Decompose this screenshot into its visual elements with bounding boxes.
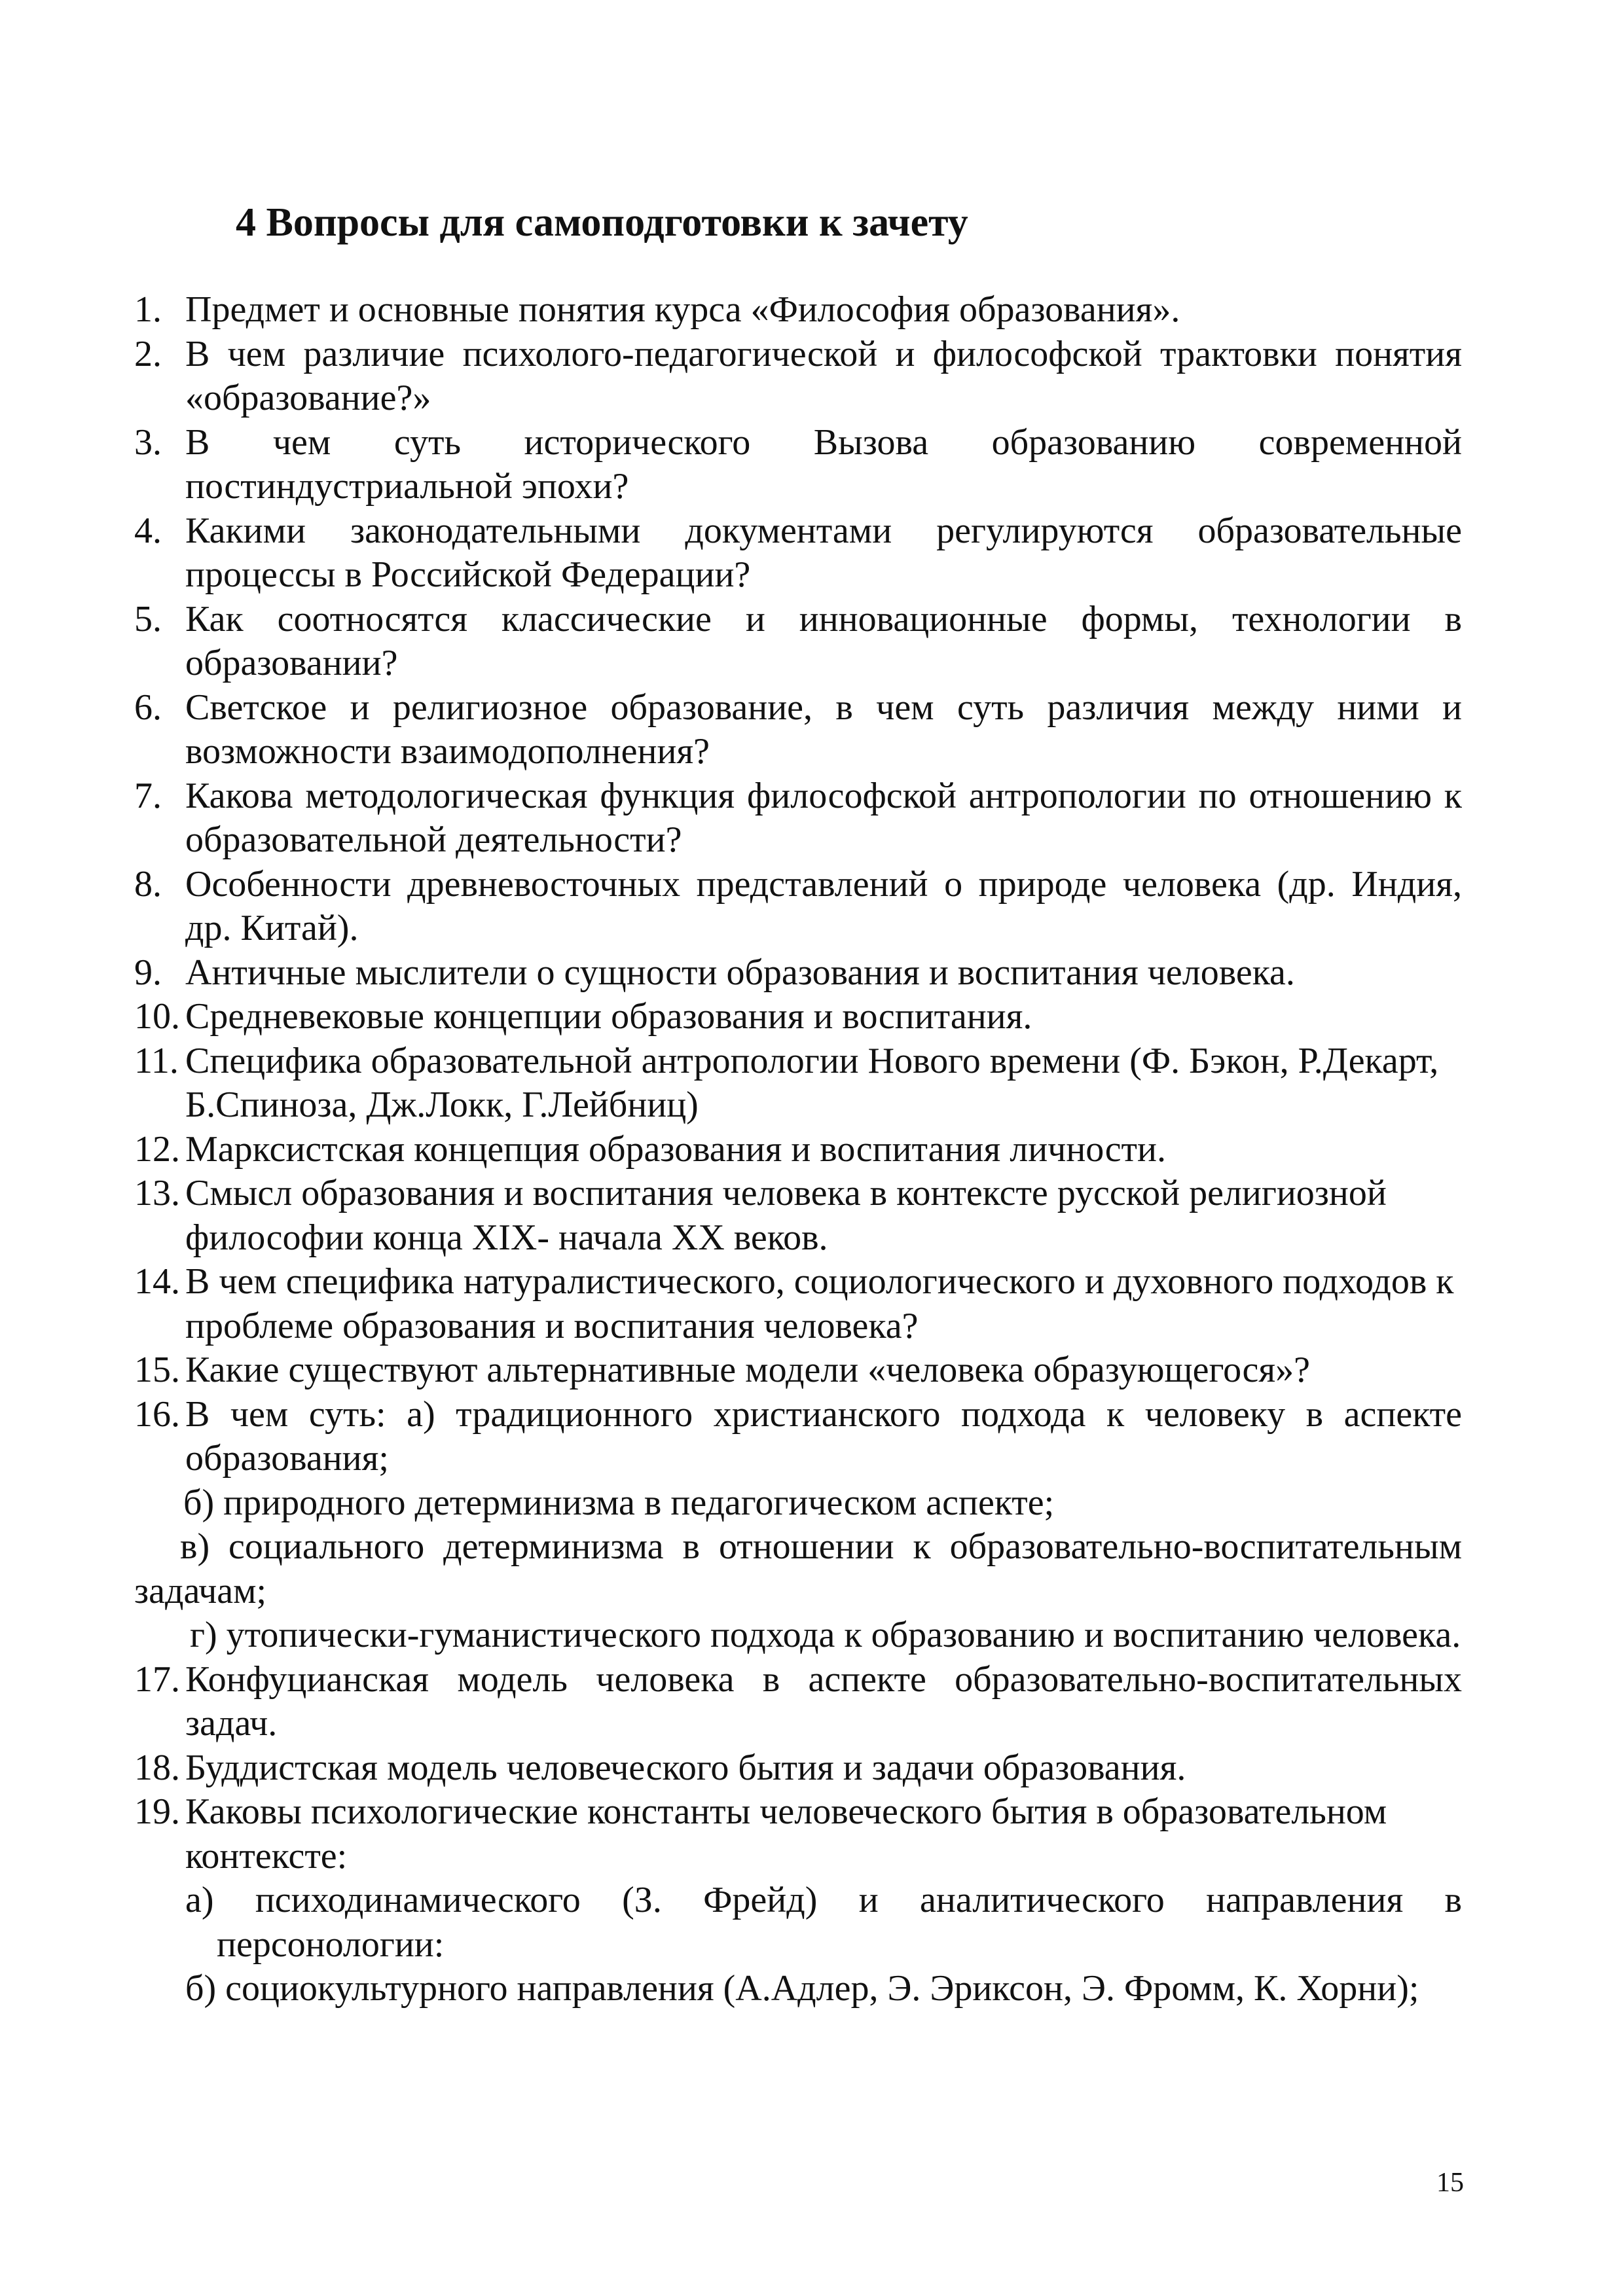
- list-item: [134, 598, 1462, 686]
- item-number: 11.: [134, 1040, 179, 1081]
- item-text: Какие существуют альтернативные модели «человека образующегося»?: [185, 1350, 1310, 1390]
- item-text: Какова методологическая функция философской антропологии по отношению к образовательной деятельности?: [185, 775, 1462, 860]
- subitem-g: г) утопически-гуманистического подхода к образованию и воспитанию человека.: [190, 1615, 1461, 1655]
- page-number: 15: [1436, 2168, 1464, 2198]
- list-item: [134, 1393, 1462, 1481]
- subitem-b2-text: б) социокультурного направления (А.Адлер, Э. Эриксон, Э. Фромм, К. Хорни);: [185, 1968, 1419, 2009]
- list-item: [134, 951, 1462, 996]
- list-item: [134, 332, 1462, 421]
- item-number: 14.: [134, 1261, 180, 1302]
- list-item: [134, 288, 1462, 332]
- list-item: [134, 863, 1462, 951]
- list-item: [134, 1260, 1462, 1348]
- item-number: 6.: [134, 687, 162, 728]
- list-item: [134, 995, 1462, 1039]
- item-number: 13.: [134, 1173, 180, 1213]
- item-text: В чем различие психолого-педагогической и философской трактовки понятия «образование?»: [185, 333, 1462, 418]
- item-text: Античные мыслители о сущности образования и воспитания человека.: [185, 952, 1295, 993]
- item-text: Светское и религиозное образование, в чем суть различия между ними и возможности взаимодополнения?: [185, 687, 1462, 772]
- subitem-b: б) природного детерминизма в педагогическом аспекте;: [183, 1482, 1055, 1523]
- list-item: [134, 509, 1462, 598]
- item-text: В чем суть исторического Вызова образованию современной постиндустриальной эпохи?: [185, 422, 1462, 507]
- item-number: 16.: [134, 1393, 180, 1435]
- list-item: [134, 1746, 1462, 1791]
- item-number: 1.: [134, 289, 162, 330]
- item-text: Особенности древневосточных представлений о природе человека (др. Индия, др. Китай).: [185, 863, 1462, 948]
- list-item: [134, 774, 1462, 863]
- item-text: Какими законодательными документами регулируются образовательные процессы в Российской Федерации?: [185, 510, 1462, 595]
- item-number: 2.: [134, 333, 162, 374]
- item-text: Буддистская модель человеческого бытия и задачи образования.: [185, 1747, 1186, 1788]
- item-number: 3.: [134, 422, 162, 463]
- list-item: [134, 1039, 1462, 1128]
- item-text: В чем суть: а) традиционного христианского подхода к человеку в аспекте образования;: [185, 1393, 1462, 1479]
- item-number: 4.: [134, 510, 162, 551]
- item-number: 15.: [134, 1350, 180, 1390]
- item-number: 12.: [134, 1128, 180, 1170]
- item-text: Конфуцианская модель человека в аспекте образовательно-воспитательных задач.: [185, 1659, 1462, 1744]
- list-item: [134, 1790, 1462, 1878]
- list-item: [134, 421, 1462, 509]
- item-number: 8.: [134, 863, 162, 905]
- item-number: 19.: [134, 1791, 180, 1832]
- item-text: Смысл образования и воспитания человека в контексте русской религиозной философии конца XIX- начала XX веков.: [185, 1173, 1387, 1258]
- list-item: [134, 1128, 1462, 1172]
- subitem-a-text: а) психодинамического (З. Фрейд) и аналитического направления в персонологии:: [185, 1880, 1462, 1965]
- item-text: Средневековые концепции образования и воспитания.: [185, 996, 1032, 1037]
- item-text: Предмет и основные понятия курса «Философия образования».: [185, 289, 1180, 330]
- item-number: 9.: [134, 952, 162, 993]
- list-item: [134, 1348, 1462, 1393]
- item-number: 18.: [134, 1747, 180, 1788]
- item-text: Каковы психологические константы человеческого бытия в образовательном контексте:: [185, 1791, 1387, 1876]
- subitem-v: в) социального детерминизма в отношении к образовательно-воспитательным задачам;: [134, 1526, 1462, 1611]
- item-text: В чем специфика натуралистического, социологического и духовного подходов к проблеме образования и воспитания человека?: [185, 1261, 1454, 1346]
- list-item: [134, 686, 1462, 774]
- item-number: 10.: [134, 996, 180, 1037]
- item-number: 5.: [134, 598, 162, 639]
- questions-list: [134, 288, 1462, 2011]
- item-number: 17.: [134, 1659, 180, 1700]
- subitem-a: [134, 1878, 1462, 1967]
- item-number: 7.: [134, 775, 162, 816]
- list-item: [134, 1172, 1462, 1260]
- subitem-b2: [134, 1967, 1462, 2011]
- section-heading: 4 Вопросы для самоподготовки к зачету: [236, 200, 968, 245]
- item-text: Как соотносятся классические и инновационные формы, технологии в образовании?: [185, 598, 1462, 683]
- item-text: Марксистская концепция образования и воспитания личности.: [185, 1128, 1166, 1170]
- item-text: Специфика образовательной антропологии Нового времени (Ф. Бэкон, Р.Декарт, Б.Спиноза, Дж.Локк, Г.Лейбниц): [185, 1040, 1439, 1125]
- list-item: [134, 1658, 1462, 1746]
